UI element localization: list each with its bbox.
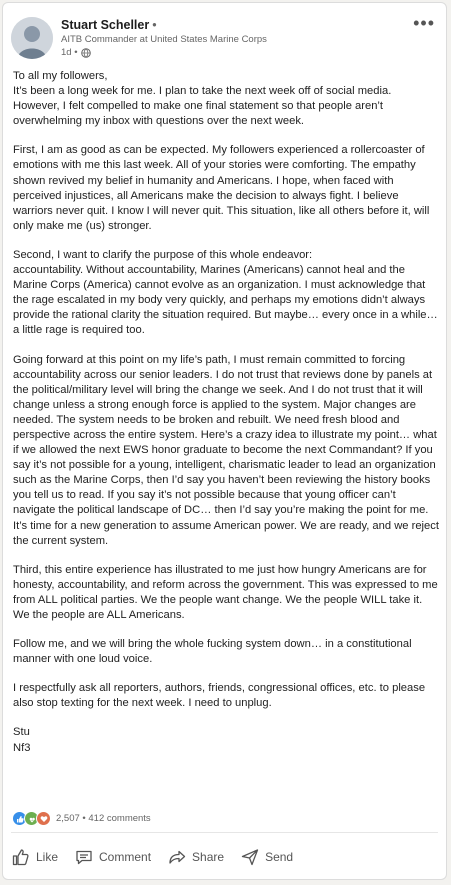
post-paragraph: Third, this entire experience has illustrated to me just how hungry Americans are for honesty, accountability, and reform across the government. This was expressed to me from ALL political parties. We the people want change. We the people WILL take it. We the people are ALL Americans. bbox=[13, 563, 438, 621]
post-card bbox=[2, 2, 447, 880]
post-paragraph: Going forward at this point on my life’s path, I must remain committed to forcing accountability across our senior leaders. I do not trust that reviews done by panels at the political/military level will bring the change we seek. And I do not trust that it will change unless a strong enough force is applied to the system. Major changes are needed. The system needs to be broken and rebuilt. We need fresh blood and perspective across the entire system. Here’s a crazy idea to illustrate my point… what if we allowed the next EWS honor graduate to become the next Commandant? If you say it’s not possible for a young, intelligent, charismatic leader to lead an organization such as the Marine Corps, then I’d say you haven’t been reviewing the history books you tell us to read. If you say it’s not possible because that young officer can’t navigate the political landscape of DC… then I’d say you’re making the point for me. It’s time for a new generation to assume American power. We are ready, and we reject the current system. bbox=[13, 353, 439, 547]
comment-button[interactable] bbox=[74, 847, 151, 867]
avatar[interactable] bbox=[11, 17, 53, 59]
like-button[interactable] bbox=[11, 847, 58, 867]
post-signature: Stu Nf3 bbox=[13, 726, 31, 754]
action-bar bbox=[11, 841, 441, 873]
send-label: Send bbox=[265, 850, 294, 864]
post-time: 1d • bbox=[61, 47, 78, 58]
post-paragraph: First, I am as good as can be expected. My followers experienced a rollercoaster of emotions with me this last week. All of your stories were comforting. The empathy shown revived my belief in humanity and Americans. I hope, when faced with perceived injustices, all Americans make the decision to always fight. I believe warriors never quit. I know I will never quit. This situation, like all others before it, will only make me (us) stronger. bbox=[13, 144, 430, 232]
post-paragraph: To all my followers, It’s been a long week for me. I plan to take the next week off of social media. However, I felt compelled to make one final statement so that people aren’t overwhelming my inbox with questions over the next week. bbox=[13, 70, 392, 128]
send-icon bbox=[240, 847, 260, 867]
post-body bbox=[13, 69, 441, 770]
share-button[interactable] bbox=[167, 847, 224, 867]
more-options-icon[interactable]: ••• bbox=[413, 13, 435, 33]
connection-degree: • bbox=[152, 18, 157, 32]
post-header bbox=[11, 13, 441, 63]
share-label: Share bbox=[192, 850, 225, 864]
post-paragraph: Second, I want to clarify the purpose of this whole endeavor: accountability. Without accountability, Marines (Americans) cannot heal and the Marine Corps (America) cannot evolve as an organization. I must acknowledge that the rage escalated in my body very quickly, and perhaps my emotions didn’t always provide the rational clarity the situation required. But maybe… every once in a while… a little rage is required too. bbox=[13, 248, 438, 337]
thumbs-up-icon bbox=[11, 847, 31, 867]
avatar-image bbox=[11, 17, 53, 59]
author-name[interactable]: Stuart Scheller bbox=[61, 18, 150, 32]
reactions-summary[interactable] bbox=[12, 811, 151, 826]
comment-label: Comment bbox=[99, 850, 152, 864]
globe-icon bbox=[81, 48, 91, 58]
post-paragraph: Follow me, and we will bring the whole fucking system down… in a constitutional manner with one loud voice. bbox=[13, 638, 412, 666]
author-headline: AITB Commander at United States Marine Corps bbox=[61, 34, 267, 45]
send-button[interactable] bbox=[240, 847, 293, 867]
reaction-comment-counts[interactable]: 2,507 • 412 comments bbox=[56, 813, 151, 824]
share-icon bbox=[167, 847, 187, 867]
like-label: Like bbox=[36, 850, 59, 864]
comment-icon bbox=[74, 847, 94, 867]
love-reaction-icon bbox=[36, 811, 51, 826]
divider bbox=[11, 832, 438, 833]
post-meta bbox=[61, 47, 91, 58]
author-name-row bbox=[61, 18, 157, 32]
post-paragraph: I respectfully ask all reporters, authors, friends, congressional offices, etc. to please also stop texting for the next week. I need to unplug. bbox=[13, 682, 426, 710]
